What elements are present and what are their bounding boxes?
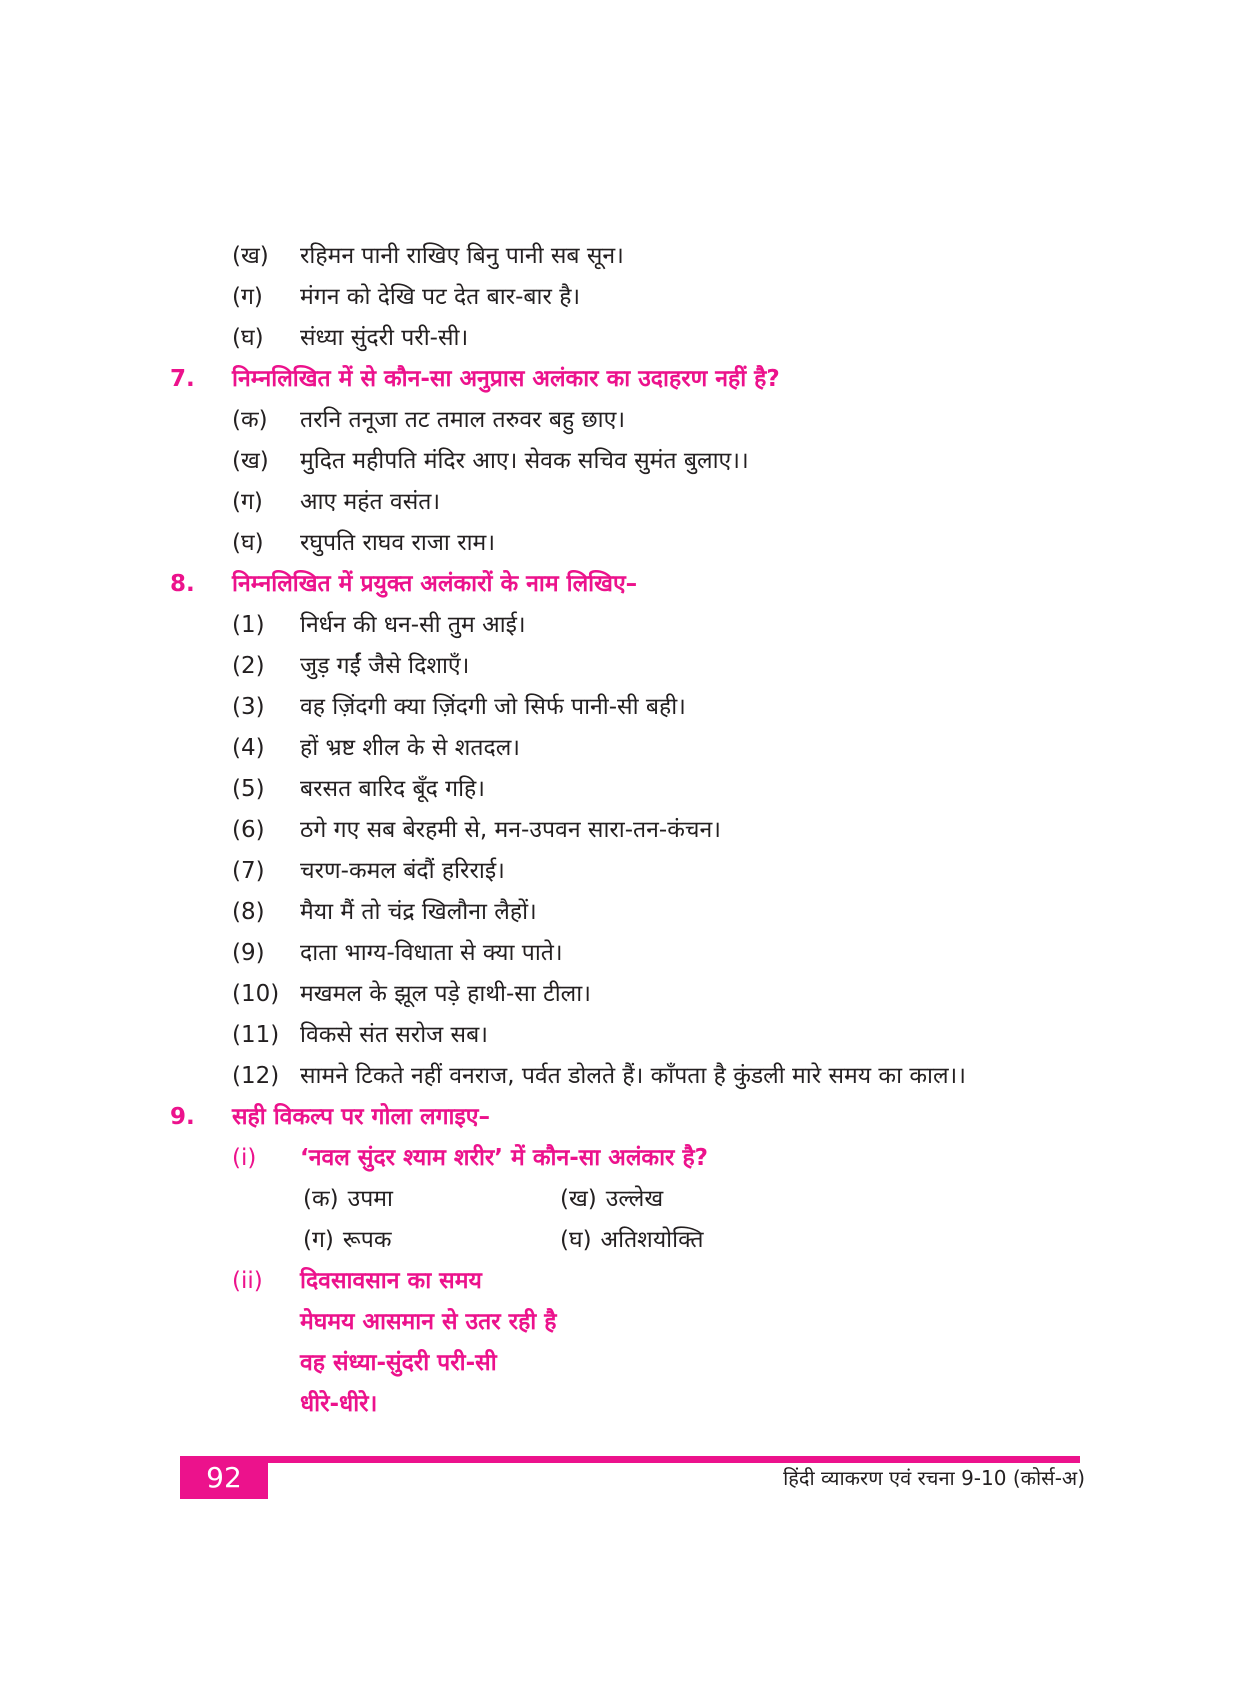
option-text: रघुपति राघव राजा राम। xyxy=(300,530,496,556)
page-number-badge xyxy=(180,1456,268,1499)
page-content xyxy=(170,243,1170,1432)
option-text: मंगन को देखि पट देत बार-बार है। xyxy=(300,284,581,310)
q8-item-row xyxy=(232,981,1170,1008)
option-text: रहिमन पानी राखिए बिनु पानी सब सून। xyxy=(300,243,624,269)
item-text: सामने टिकते नहीं वनराज, पर्वत डोलते हैं। काँपता है कुंडली मारे समय का काल।। xyxy=(300,1063,966,1089)
item-label: (11) xyxy=(232,1022,280,1048)
mcq-option-label: (क) xyxy=(303,1186,339,1212)
item-text: हों भ्रष्ट शील के से शतदल। xyxy=(300,735,521,761)
item-label: (5) xyxy=(232,776,265,802)
option-text: तरनि तनूजा तट तमाल तरुवर बहु छाए। xyxy=(300,407,626,433)
question-title: निम्नलिखित में प्रयुक्त अलंकारों के नाम लिखिए– xyxy=(232,571,638,597)
item-label: (1) xyxy=(232,612,265,638)
q8-item-row xyxy=(232,817,1170,844)
mcq-option-label: (ख) xyxy=(560,1186,597,1212)
q8-item-row xyxy=(232,776,1170,803)
q7-option-row xyxy=(232,530,1170,557)
mcq-option xyxy=(303,1227,560,1254)
q8-item-row xyxy=(232,612,1170,639)
q7-option-row xyxy=(232,448,1170,475)
option-label: (घ) xyxy=(232,325,264,351)
option-label: (क) xyxy=(232,407,268,433)
option-label: (ख) xyxy=(232,243,269,269)
q8-item-row xyxy=(232,694,1170,721)
poem-line: मेघमय आसमान से उतर रही है xyxy=(300,1309,557,1335)
poem-line: दिवसावसान का समय xyxy=(300,1268,482,1294)
item-label: (2) xyxy=(232,653,265,679)
item-label: (12) xyxy=(232,1063,280,1089)
question-number: 9. xyxy=(170,1104,195,1130)
question-9-header xyxy=(170,1104,1170,1131)
option-text: संध्या सुंदरी परी-सी। xyxy=(300,325,469,351)
mcq-option-text: उपमा xyxy=(347,1186,394,1212)
item-text: निर्धन की धन-सी तुम आई। xyxy=(300,612,526,638)
footer-accent-rule xyxy=(268,1456,1080,1463)
question-number: 8. xyxy=(170,571,195,597)
question-8-header xyxy=(170,571,1170,598)
q7-option-row xyxy=(232,407,1170,434)
item-text: विकसे संत सरोज सब। xyxy=(300,1022,488,1048)
mcq-option-label: (घ) xyxy=(560,1227,592,1253)
item-label: (7) xyxy=(232,858,265,884)
mcq-option xyxy=(303,1186,560,1213)
mcq-option xyxy=(560,1227,704,1254)
mcq-option-text: उल्लेख xyxy=(605,1186,664,1212)
question-title: सही विकल्प पर गोला लगाइए– xyxy=(232,1104,491,1130)
q7-option-row xyxy=(232,489,1170,516)
question-number: 7. xyxy=(170,366,195,392)
footer-book-title: हिंदी व्याकरण एवं रचना 9-10 (कोर्स-अ) xyxy=(783,1466,1085,1490)
q8-item-row xyxy=(232,1022,1170,1049)
q8-item-row xyxy=(232,735,1170,762)
item-text: मखमल के झूल पड़े हाथी-सा टीला। xyxy=(300,981,591,1007)
item-text: ठगे गए सब बेरहमी से, मन-उपवन सारा-तन-कंचन। xyxy=(300,817,721,843)
poem-line: धीरे-धीरे। xyxy=(300,1391,378,1417)
item-text: चरण-कमल बंदौं हरिराई। xyxy=(300,858,505,884)
item-label: (10) xyxy=(232,981,280,1007)
item-label: (8) xyxy=(232,899,265,925)
q9-sub2-row xyxy=(232,1268,1170,1295)
sub-question-text: ‘नवल सुंदर श्याम शरीर’ में कौन-सा अलंकार है? xyxy=(300,1145,709,1171)
q9-sub1-row xyxy=(232,1145,1170,1172)
question-title: निम्नलिखित में से कौन-सा अनुप्रास अलंकार का उदाहरण नहीं है? xyxy=(232,366,780,392)
option-text: मुदित महीपति मंदिर आए। सेवक सचिव सुमंत बुलाए।। xyxy=(300,448,749,474)
q8-item-row xyxy=(232,858,1170,885)
sub-question-label: (ii) xyxy=(232,1268,263,1294)
q8-item-row xyxy=(232,899,1170,926)
intro-option-row xyxy=(232,284,1170,311)
item-text: वह ज़िंदगी क्या ज़िंदगी जो सिर्फ पानी-सी बही। xyxy=(300,694,686,720)
q9-mcq-row xyxy=(303,1227,1170,1254)
poem-line: वह संध्या-सुंदरी परी-सी xyxy=(300,1350,497,1376)
item-label: (4) xyxy=(232,735,265,761)
item-text: जुड़ गईं जैसे दिशाएँ। xyxy=(300,653,470,679)
item-text: दाता भाग्य-विधाता से क्या पाते। xyxy=(300,940,563,966)
option-label: (ग) xyxy=(232,489,263,515)
mcq-option-label: (ग) xyxy=(303,1227,334,1253)
mcq-option xyxy=(560,1186,663,1213)
option-label: (ख) xyxy=(232,448,269,474)
option-label: (ग) xyxy=(232,284,263,310)
mcq-option-text: अतिशयोक्ति xyxy=(600,1227,704,1253)
q8-item-row xyxy=(232,1063,1170,1090)
intro-option-row xyxy=(232,243,1170,270)
question-7-header xyxy=(170,366,1170,393)
option-label: (घ) xyxy=(232,530,264,556)
option-text: आए महंत वसंत। xyxy=(300,489,441,515)
q8-item-row xyxy=(232,940,1170,967)
item-label: (9) xyxy=(232,940,265,966)
page-number: 92 xyxy=(206,1461,242,1494)
item-text: बरसत बारिद बूँद गहि। xyxy=(300,776,485,802)
item-text: मैया मैं तो चंद्र खिलौना लैहों। xyxy=(300,899,537,925)
item-label: (3) xyxy=(232,694,265,720)
q9-mcq-row xyxy=(303,1186,1170,1213)
item-label: (6) xyxy=(232,817,265,843)
sub-question-label: (i) xyxy=(232,1145,257,1171)
intro-option-row xyxy=(232,325,1170,352)
mcq-option-text: रूपक xyxy=(342,1227,392,1253)
q8-item-row xyxy=(232,653,1170,680)
